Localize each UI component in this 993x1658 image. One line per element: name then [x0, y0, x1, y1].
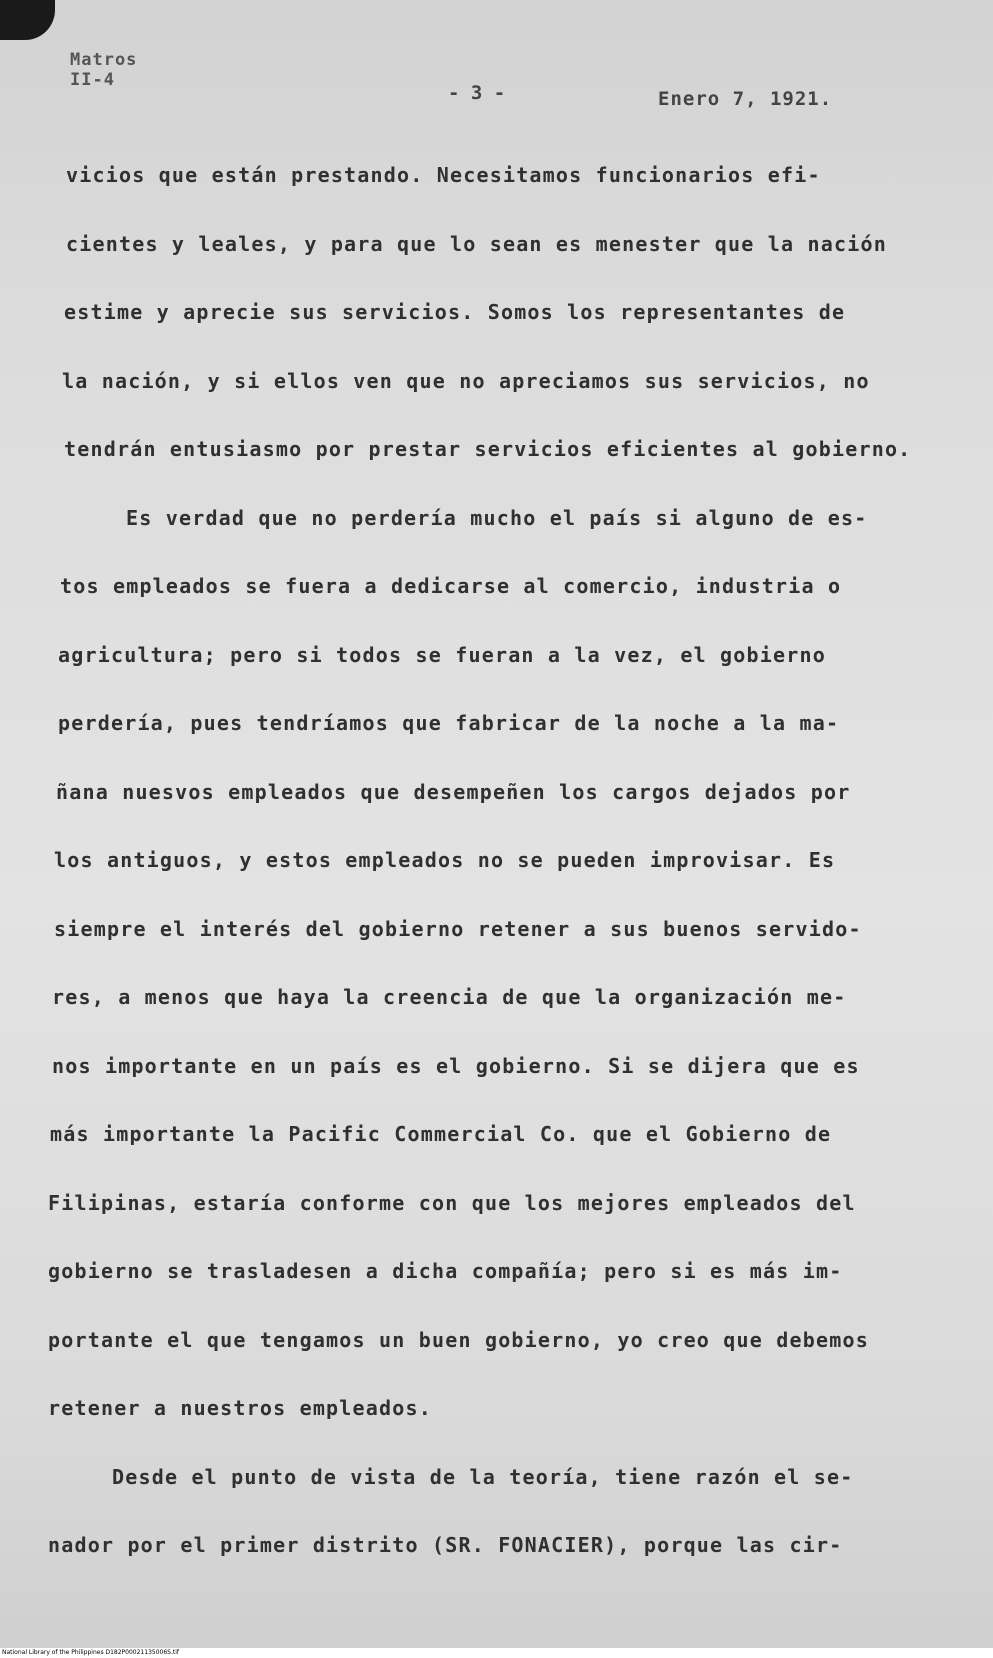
text-line: ñana nuesvos empleados que desempeñen los cargos dejados por	[56, 779, 851, 804]
text-line: nador por el primer distrito (SR. FONACIER), porque las cir-	[48, 1533, 843, 1557]
scan-footer: National Library of the Philippines D182P00021135006S.tif	[0, 1648, 993, 1658]
text-line: retener a nuestros empleados.	[48, 1396, 432, 1420]
body-text	[48, 160, 948, 1599]
header-left	[70, 50, 137, 90]
text-line: la nación, y si ellos ven que no apreciamos sus servicios, no	[62, 368, 870, 393]
text-line: nos importante en un país es el gobierno. Si se dijera que es	[52, 1053, 860, 1078]
text-line: vicios que están prestando. Necesitamos funcionarios efi-	[66, 163, 821, 187]
text-line: Es verdad que no perdería mucho el país si alguno de es-	[126, 505, 868, 530]
scan-corner-shadow	[0, 0, 55, 40]
text-line: cientes y leales, y para que lo sean es menester que la nación	[66, 231, 887, 256]
text-line: gobierno se trasladesen a dicha compañía; pero si es más im-	[48, 1259, 843, 1283]
text-line: Filipinas, estaría conforme con que los mejores empleados del	[48, 1190, 856, 1215]
text-line: perdería, pues tendríamos que fabricar de la noche a la ma-	[58, 711, 840, 735]
text-line: estime y aprecie sus servicios. Somos los representantes de	[64, 300, 846, 324]
text-line: portante el que tengamos un buen gobierno, yo creo que debemos	[48, 1327, 869, 1352]
header-code: II-4	[70, 70, 115, 90]
text-line: Desde el punto de vista de la teoría, tiene razón el se-	[112, 1464, 854, 1489]
text-line: tos empleados se fuera a dedicarse al comercio, industria o	[60, 574, 842, 598]
text-line: agricultura; pero si todos se fueran a la vez, el gobierno	[58, 642, 826, 667]
text-line: res, a menos que haya la creencia de que la organización me-	[52, 985, 847, 1009]
document-date: Enero 7, 1921.	[658, 88, 833, 110]
text-line: los antiguos, y estos empleados no se pueden improvisar. Es	[54, 848, 836, 872]
page-number: - 3 -	[448, 82, 506, 104]
text-line: más importante la Pacific Commercial Co. que el Gobierno de	[50, 1122, 832, 1146]
text-line: siempre el interés del gobierno retener a sus buenos servido-	[54, 916, 862, 941]
header-name: Matros	[70, 50, 138, 70]
text-line: tendrán entusiasmo por prestar servicios eficientes al gobierno.	[64, 437, 912, 461]
